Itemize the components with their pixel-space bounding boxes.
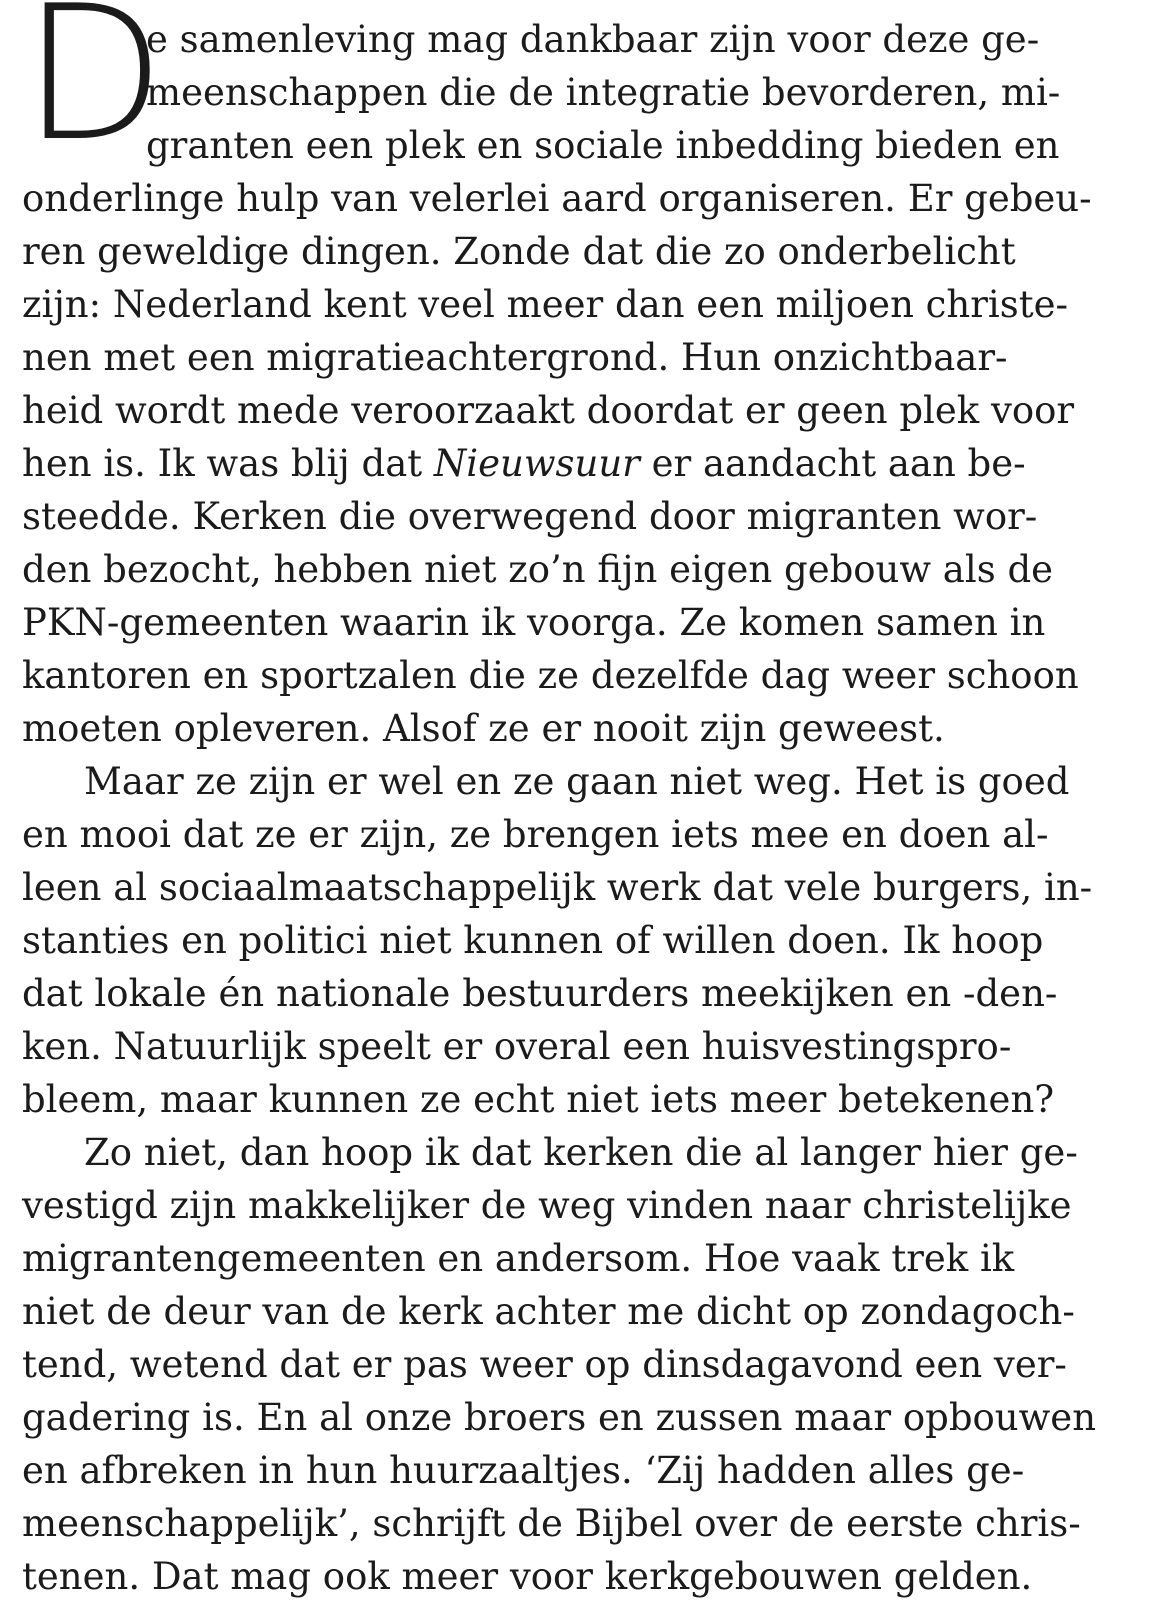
text-line: niet de deur van de kerk achter me dicht op zondagoch- xyxy=(22,1290,1075,1333)
text-line: tenen. Dat mag ook meer voor kerkgebouwen gelden. xyxy=(22,1555,1033,1598)
text-line xyxy=(22,437,1026,490)
text-line: stanties en politici niet kunnen of willen doen. Ik hoop xyxy=(22,919,1044,962)
text-line: meenschappen die de integratie bevorderen, mi- xyxy=(146,71,1061,114)
text-line: Maar ze zijn er wel en ze gaan niet weg. Het is goed xyxy=(84,760,1070,803)
text-line: bleem, maar kunnen ze echt niet iets meer betekenen? xyxy=(22,1078,1055,1121)
text-run: hen is. Ik was blij dat xyxy=(22,442,434,485)
text-line: den bezocht, hebben niet zo’n fijn eigen gebouw als de xyxy=(22,548,1054,591)
program-title: Nieuwsuur xyxy=(433,442,640,485)
text-line: moeten opleveren. Alsof ze er nooit zijn geweest. xyxy=(22,707,945,750)
text-line: heid wordt mede veroorzaakt doordat er geen plek voor xyxy=(22,389,1075,432)
text-line: tend, wetend dat er pas weer op dinsdagavond een ver- xyxy=(22,1343,1067,1386)
text-line: PKN-gemeenten waarin ik voorga. Ze komen samen in xyxy=(22,601,1046,644)
text-line: onderlinge hulp van velerlei aard organiseren. Er gebeu- xyxy=(22,177,1092,220)
text-line: nen met een migratieachtergrond. Hun onzichtbaar- xyxy=(22,336,1008,379)
text-line: kantoren en sportzalen die ze dezelfde dag weer schoon xyxy=(22,654,1079,697)
text-line: en afbreken in hun huurzaaltjes. ‘Zij hadden alles ge- xyxy=(22,1449,1025,1492)
text-line: gadering is. En al onze broers en zussen maar opbouwen xyxy=(22,1396,1097,1439)
text-line: steedde. Kerken die overwegend door migranten wor- xyxy=(22,495,1038,538)
text-line: meenschappelijk’, schrijft de Bijbel over de eerste chris- xyxy=(22,1502,1081,1545)
text-line: vestigd zijn makkelijker de weg vinden naar christelijke xyxy=(22,1184,1072,1227)
drop-cap: D xyxy=(22,0,166,182)
text-run: er aandacht aan be- xyxy=(639,442,1026,485)
text-line: Zo niet, dan hoop ik dat kerken die al langer hier ge- xyxy=(84,1131,1078,1174)
text-line: dat lokale én nationale bestuurders meekijken en -den- xyxy=(22,972,1058,1015)
text-line: zijn: Nederland kent veel meer dan een miljoen christe- xyxy=(22,283,1068,326)
text-line: ren geweldige dingen. Zonde dat die zo onderbelicht xyxy=(22,230,1016,273)
text-line: e samenleving mag dankbaar zijn voor deze ge- xyxy=(146,18,1040,61)
text-line: ken. Natuurlijk speelt er overal een huisvestingspro- xyxy=(22,1025,1012,1068)
text-line: leen al sociaalmaatschappelijk werk dat vele burgers, in- xyxy=(22,866,1093,909)
text-line: migrantengemeenten en andersom. Hoe vaak trek ik xyxy=(22,1237,1015,1280)
text-line: granten een plek en sociale inbedding bieden en xyxy=(146,124,1060,167)
text-line: en mooi dat ze er zijn, ze brengen iets mee en doen al- xyxy=(22,813,1049,856)
